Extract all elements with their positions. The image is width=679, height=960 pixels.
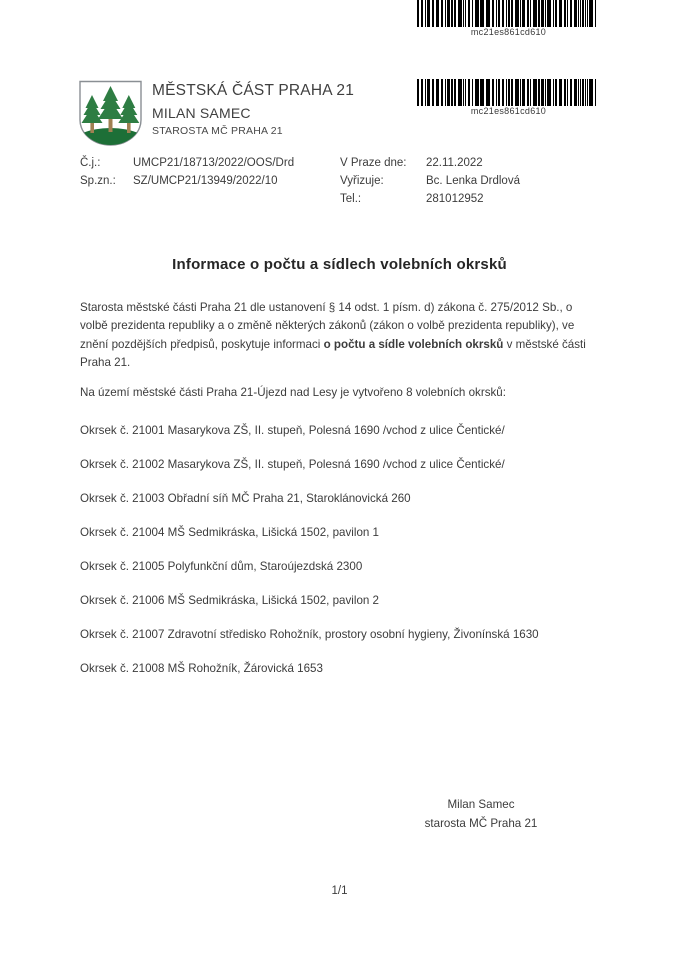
reference-left xyxy=(80,154,294,190)
intro-text-post: v městské části Praha 21. xyxy=(80,337,586,369)
spzn-value: SZ/UMCP21/13949/2022/10 xyxy=(133,175,278,187)
district-item: Okrsek č. 21006 MŠ Sedmikráska, Lišická 1502, pavilon 2 xyxy=(80,594,380,607)
barcode-mid xyxy=(417,79,600,116)
barcode-top xyxy=(417,0,600,37)
reference-right xyxy=(340,154,520,208)
intro-text-pre: Starosta městské části Praha 21 dle ustanovení § 14 odst. 1 písm. d) zákona č. 275/2012 Sb., o volbě prezidenta republiky a o změně některých zákonů (zákon o volbě prezidenta republiky), ve znění pozdějších předpisů, poskytuje informaci xyxy=(80,301,575,351)
district-list xyxy=(80,424,620,696)
signature-role: starosta MČ Praha 21 xyxy=(424,816,538,830)
person-role: STAROSTA MČ PRAHA 21 xyxy=(152,124,283,137)
districts-intro: Na území městské části Praha 21-Újezd nad Lesy je vytvořeno 8 volebních okrsků: xyxy=(80,386,506,399)
barcode-top-bars xyxy=(417,0,600,27)
signature-name: Milan Samec xyxy=(447,798,515,811)
intro-text-bold: o počtu a sídle volebních okrsků xyxy=(323,337,504,351)
person-name: MILAN SAMEC xyxy=(152,104,251,121)
district-item: Okrsek č. 21001 Masarykova ZŠ, II. stupeň, Polesná 1690 /vchod z ulice Čentické/ xyxy=(80,424,505,437)
handler-value: Bc. Lenka Drdlová xyxy=(426,175,520,187)
ref-row-handler xyxy=(340,172,520,190)
date-label: V Praze dne: xyxy=(340,157,407,169)
cj-label: Č.j.: xyxy=(80,157,101,169)
ref-row-date xyxy=(340,154,520,172)
district-item: Okrsek č. 21003 Obřadní síň MČ Praha 21, Staroklánovická 260 xyxy=(80,492,411,505)
signature-block xyxy=(381,796,581,833)
coat-of-arms-logo xyxy=(78,80,143,147)
ref-row-phone xyxy=(340,190,520,208)
cj-value: UMCP21/18713/2022/OOS/Drd xyxy=(133,157,295,169)
org-name: MĚSTSKÁ ČÁST PRAHA 21 xyxy=(152,82,355,99)
date-value: 22.11.2022 xyxy=(426,157,483,169)
intro-paragraph xyxy=(80,299,603,372)
district-item: Okrsek č. 21007 Zdravotní středisko Rohožník, prostory osobní hygieny, Živonínská 1630 xyxy=(80,628,539,641)
district-item: Okrsek č. 21005 Polyfunkční dům, Staroújezdská 2300 xyxy=(80,560,363,573)
district-item: Okrsek č. 21002 Masarykova ZŠ, II. stupeň, Polesná 1690 /vchod z ulice Čentické/ xyxy=(80,458,505,471)
document-title: Informace o počtu a sídlech volebních okrsků xyxy=(172,256,507,273)
letterhead xyxy=(152,83,354,136)
barcode-mid-label: mc21es861cd610 xyxy=(470,106,547,116)
phone-label: Tel.: xyxy=(340,193,362,205)
phone-value: 281012952 xyxy=(426,193,484,205)
district-item: Okrsek č. 21004 MŠ Sedmikráska, Lišická 1502, pavilon 1 xyxy=(80,526,380,539)
ref-row-cj xyxy=(80,154,294,172)
barcode-top-label: mc21es861cd610 xyxy=(470,27,547,37)
barcode-mid-bars xyxy=(417,79,600,106)
handler-label: Vyřizuje: xyxy=(340,175,384,187)
spzn-label: Sp.zn.: xyxy=(80,175,116,187)
ref-row-spzn xyxy=(80,172,294,190)
page-number: 1/1 xyxy=(331,885,348,897)
district-item: Okrsek č. 21008 MŠ Rohožník, Žárovická 1653 xyxy=(80,662,323,675)
